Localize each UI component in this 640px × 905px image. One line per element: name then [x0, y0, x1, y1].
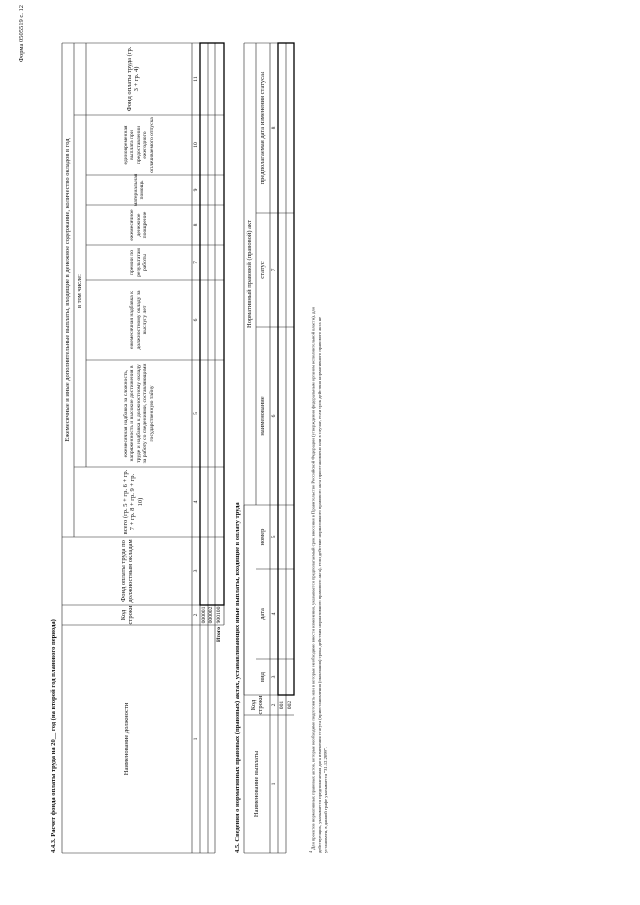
header-payments-group: Ежемесячные и иные дополнительные выплаты, входящие в денежное содержание, количество окладов в год — [64, 138, 72, 442]
header-code-2: Код строки — [249, 695, 264, 715]
form-code: Форма 0505519 с. 12 — [18, 5, 25, 63]
row-code: 002 — [286, 700, 293, 710]
col-number: 3 — [270, 675, 277, 679]
col-number: 6 — [192, 318, 199, 322]
header-name: наименование — [259, 396, 267, 436]
col-number: 6 — [270, 414, 277, 418]
col-number: 1 — [192, 737, 199, 741]
col-number: 1 — [270, 782, 277, 786]
header-c10: единовременная выплата при предоставлении ежегодного оплачиваемого отпуска — [122, 117, 155, 173]
header-total: всего (гр. 5 + гр. 6 + гр. 7 + гр. 8 + гр. 9 + гр. 10) — [121, 469, 144, 535]
col-number: 2 — [192, 613, 199, 617]
header-payment-name: Наименование выплаты — [253, 750, 261, 818]
col-number: 9 — [192, 188, 199, 192]
header-status: статус — [259, 261, 267, 279]
col-number: 11 — [192, 76, 199, 82]
header-c9: материальная помощь — [132, 173, 145, 207]
col-number: 8 — [192, 223, 199, 227]
col-number: 7 — [270, 268, 277, 272]
header-number: номер — [259, 528, 267, 546]
section-441-title: 4.4.3. Расчет фонда оплаты труда на 20__ год (на второй год планового периода) — [50, 619, 57, 853]
col-number: 2 — [270, 703, 277, 707]
col-number: 7 — [192, 261, 199, 264]
col-number: 5 — [270, 535, 277, 539]
section-45-title: 4.5. Сведения о нормативных правовых (правовых) актах, устанавливающих иные выплаты, входящие в оплату труда — [234, 502, 241, 853]
header-c8: ежемесячное денежное поощрение — [129, 209, 149, 241]
header-c7: премии по результатам работы — [129, 248, 149, 277]
header-including: в том числе: — [76, 274, 84, 308]
row-code: 000001 — [200, 606, 207, 624]
row-code: 001 — [278, 700, 285, 710]
total-code: 900100 — [216, 606, 223, 624]
header-fund-salary: Фонд оплаты труда по должностным окладам — [119, 539, 134, 603]
header-date: дата — [259, 608, 267, 620]
header-code: Код строки — [119, 605, 134, 625]
header-c6: ежемесячная надбавка к должностному окладу за выслугу лет — [129, 290, 149, 350]
footnote: $^4$ Для проектов нормативных правовых актов, которые необходимо подготовить или в которые необходимо внести изменения, указывается предполагаемый срок внесения в Правительство Российской Федерации (утверждения федеральным органом исполнительной власти), для действующих, указывается предполагаемая дата изменения статуса (приостановления (окончания) срока действия нормативного правового акта), если действие нормативного правового акта приостановлено или в случае, если срок действия нормативного правового акта не установлен, в данной графе указывается "31.12.2099". — [308, 307, 328, 853]
col-number: 4 — [192, 500, 199, 504]
col-number: 4 — [270, 612, 277, 616]
header-act-group: Нормативный правовой (правовой) акт — [246, 220, 254, 328]
header-status-date: предполагаемая дата изменения статуса 4 — [259, 71, 267, 185]
col-number: 3 — [192, 569, 199, 573]
row-code: 000002 — [208, 606, 215, 624]
header-kind: вид — [259, 672, 267, 682]
header-fund-total: Фонд оплаты труда (гр. 3 + гр. 4) — [125, 46, 140, 112]
header-position: Наименование должности — [123, 702, 131, 776]
header-c5: ежемесячная надбавка за сложность, напряженность и высокие достижения в труде и надбавка к должностному окладу за работу со сведениями, составляющими государственную тайну — [122, 363, 155, 464]
col-number: 8 — [270, 126, 277, 130]
total-label: Итого — [216, 627, 223, 643]
col-number: 10 — [192, 142, 199, 148]
col-number: 5 — [192, 412, 199, 415]
